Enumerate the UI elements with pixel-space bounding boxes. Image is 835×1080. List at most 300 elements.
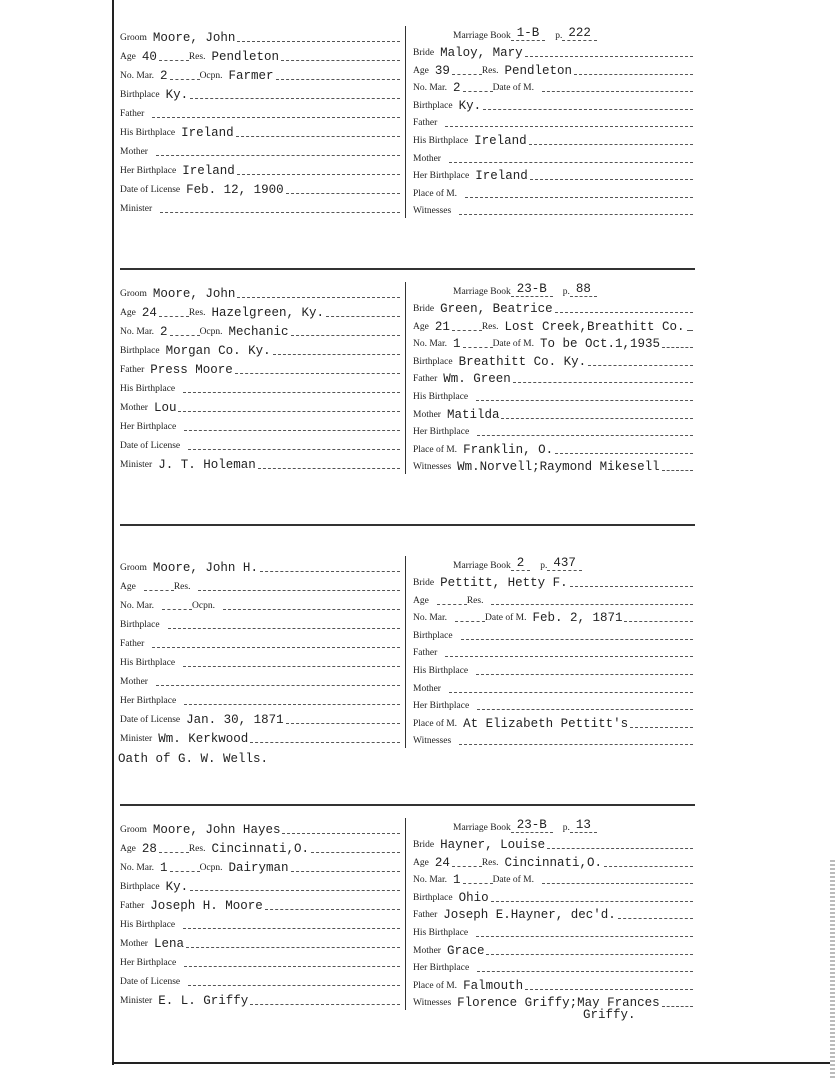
page-label: p. xyxy=(540,561,548,571)
her-birthplace-label: Her Birthplace xyxy=(120,166,177,176)
form-row xyxy=(413,921,693,940)
blank-line xyxy=(529,144,693,145)
blank-line xyxy=(476,936,693,937)
form-row xyxy=(120,26,400,45)
residence-label: Res. xyxy=(188,52,206,62)
occupation-label: Ocpn. xyxy=(199,71,223,81)
form-row xyxy=(413,111,693,130)
occupation-value: Dairyman xyxy=(228,861,289,875)
his-birthplace-label: His Birthplace xyxy=(120,128,176,138)
number-of-marriages-label: No. Mar. xyxy=(413,613,448,624)
blank-line xyxy=(574,74,693,75)
residence-label: Res. xyxy=(173,582,191,592)
form-row xyxy=(413,438,693,457)
blank-line xyxy=(237,174,400,175)
date-of-marriage-label: Date of M. xyxy=(485,613,527,624)
blank-line xyxy=(183,392,400,393)
blank-line xyxy=(555,312,693,313)
date-of-marriage-label: Date of M. xyxy=(492,875,534,886)
form-row xyxy=(120,159,400,178)
blank-line xyxy=(449,162,693,163)
blank-line xyxy=(449,692,693,693)
blank-line xyxy=(265,909,400,910)
blank-line xyxy=(477,709,693,710)
blank-line xyxy=(190,98,400,99)
form-row xyxy=(120,197,400,216)
age-label: Age xyxy=(120,582,136,592)
blank-line xyxy=(459,214,693,215)
age-label: Age xyxy=(413,65,429,76)
form-row xyxy=(413,147,693,166)
minister-label: Minister xyxy=(120,204,153,214)
form-row xyxy=(413,868,693,887)
page-value: 13 xyxy=(570,818,597,833)
blank-line xyxy=(662,470,693,471)
place-of-marriage-value: Falmouth xyxy=(463,978,524,993)
form-row xyxy=(413,199,693,218)
place-of-marriage-label: Place of M. xyxy=(413,718,458,729)
number-of-marriages-label: No. Mar. xyxy=(120,327,155,337)
witnesses-value: Florence Griffy;May Frances xyxy=(457,996,660,1011)
blank-line xyxy=(525,56,693,57)
father-label: Father xyxy=(413,910,438,921)
form-row xyxy=(413,385,693,404)
residence-label: Res. xyxy=(466,595,484,606)
number-of-marriages-label: No. Mar. xyxy=(120,863,155,873)
page-value: 437 xyxy=(547,556,582,571)
form-row xyxy=(413,694,693,713)
form-row xyxy=(120,727,400,746)
date-of-license-label: Date of License xyxy=(120,977,181,987)
form-row xyxy=(120,913,400,932)
mother-label: Mother xyxy=(413,409,441,420)
marriage-book-label: Marriage Book xyxy=(453,561,511,571)
card-separator xyxy=(120,268,695,270)
blank-line xyxy=(152,117,400,118)
her-birthplace-label: Her Birthplace xyxy=(120,958,177,968)
bride-value: Pettitt, Hetty F. xyxy=(440,576,568,590)
blank-line xyxy=(311,852,400,853)
birthplace-label: Birthplace xyxy=(120,882,160,892)
form-row xyxy=(413,606,693,625)
form-row xyxy=(120,102,400,121)
father-label: Father xyxy=(120,365,145,375)
father-label: Father xyxy=(120,901,145,911)
form-row xyxy=(413,851,693,870)
groom-value: Moore, John xyxy=(152,31,236,45)
form-row xyxy=(413,41,693,60)
form-row xyxy=(413,886,693,905)
blank-line xyxy=(184,430,400,431)
form-row xyxy=(120,575,400,594)
blank-line xyxy=(687,330,694,331)
form-row xyxy=(413,182,693,201)
blank-line xyxy=(223,609,400,610)
birthplace-value: Morgan Co. Ky. xyxy=(165,344,271,358)
form-row xyxy=(120,932,400,951)
blank-line xyxy=(486,954,693,955)
form-row xyxy=(120,837,400,856)
form-row xyxy=(120,708,400,727)
blank-line xyxy=(463,91,493,92)
blank-line xyxy=(476,400,693,401)
form-row xyxy=(413,939,693,958)
birthplace-label: Birthplace xyxy=(413,630,453,641)
blank-line xyxy=(604,866,693,867)
occupation-label: Ocpn. xyxy=(192,601,215,611)
marriage-book-label: Marriage Book xyxy=(453,287,511,297)
blank-line xyxy=(183,666,400,667)
father-value: Press Moore xyxy=(150,363,233,377)
form-row xyxy=(413,420,693,439)
age-value: 21 xyxy=(434,319,450,334)
number-of-marriages-label: No. Mar. xyxy=(413,83,448,94)
oath-note: Oath of G. W. Wells. xyxy=(118,752,269,766)
blank-line xyxy=(237,41,400,42)
blank-line xyxy=(326,316,400,317)
birthplace-label: Birthplace xyxy=(120,620,160,630)
blank-line xyxy=(162,609,192,610)
age-value: 28 xyxy=(141,842,157,856)
blank-line xyxy=(542,91,693,92)
column-divider xyxy=(405,26,406,218)
form-row xyxy=(120,989,400,1008)
form-row xyxy=(120,178,400,197)
minister-label: Minister xyxy=(120,460,153,470)
blank-line xyxy=(463,883,493,884)
residence-label: Res. xyxy=(188,844,206,854)
residence-value: Hazelgreen, Ky. xyxy=(211,306,324,320)
blank-line xyxy=(547,848,693,849)
blank-line xyxy=(260,571,400,572)
blank-line xyxy=(491,604,693,605)
form-row xyxy=(120,613,400,632)
form-row xyxy=(413,974,693,993)
number-of-marriages-label: No. Mar. xyxy=(120,601,155,611)
groom-value: Moore, John xyxy=(152,287,236,301)
marriage-record-card xyxy=(118,550,698,770)
number-of-marriages-value: 2 xyxy=(160,69,168,83)
groom-value: Moore, John H. xyxy=(152,561,258,575)
blank-line xyxy=(273,354,400,355)
blank-line xyxy=(501,418,693,419)
form-row xyxy=(120,282,400,301)
marriage-record-card xyxy=(118,20,698,240)
birthplace-value: Ky. xyxy=(165,880,189,894)
his-birthplace-label: His Birthplace xyxy=(120,658,176,668)
his-birthplace-label: His Birthplace xyxy=(120,920,176,930)
blank-line xyxy=(156,155,400,156)
marriage-record-card xyxy=(118,812,698,1032)
blank-line xyxy=(276,79,400,80)
form-row xyxy=(120,121,400,140)
father-label: Father xyxy=(120,639,145,649)
form-row xyxy=(413,571,693,590)
blank-line xyxy=(452,74,482,75)
date-of-license-value: Feb. 12, 1900 xyxy=(186,183,284,197)
page-value: 88 xyxy=(570,282,597,297)
date-of-marriage-value: Feb. 2, 1871 xyxy=(532,611,623,626)
her-birthplace-label: Her Birthplace xyxy=(413,701,470,712)
his-birthplace-label: His Birthplace xyxy=(413,666,469,676)
birthplace-value: Breathitt Co. Ky. xyxy=(458,354,587,369)
page-label: p. xyxy=(562,823,570,833)
form-row xyxy=(120,894,400,913)
form-row xyxy=(120,670,400,689)
residence-value: Cincinnati,O. xyxy=(211,842,309,856)
form-row xyxy=(413,332,693,351)
form-row xyxy=(120,453,400,472)
birthplace-label: Birthplace xyxy=(413,356,453,367)
number-of-marriages-label: No. Mar. xyxy=(120,71,155,81)
scan-artifact xyxy=(830,860,835,1080)
page-label: p. xyxy=(555,31,563,41)
mother-label: Mother xyxy=(120,677,148,687)
blank-line xyxy=(237,297,400,298)
blank-line xyxy=(286,193,400,194)
his-birthplace-label: His Birthplace xyxy=(120,384,176,394)
minister-value: J. T. Holeman xyxy=(158,458,256,472)
form-row xyxy=(120,415,400,434)
his-birthplace-label: His Birthplace xyxy=(413,392,469,402)
form-row xyxy=(120,320,400,339)
blank-line xyxy=(152,647,400,648)
mother-label: Mother xyxy=(120,939,148,949)
birthplace-value: Ky. xyxy=(165,88,189,102)
marriage-book-label: Marriage Book xyxy=(453,823,511,833)
minister-value: E. L. Griffy xyxy=(158,994,249,1008)
father-label: Father xyxy=(413,648,438,659)
column-divider xyxy=(405,556,406,748)
residence-label: Res. xyxy=(481,321,499,332)
place-of-marriage-value: Franklin, O. xyxy=(463,442,554,457)
blank-line xyxy=(618,918,693,919)
blank-line xyxy=(159,60,189,61)
father-value: Wm. Green xyxy=(443,372,511,387)
her-birthplace-label: Her Birthplace xyxy=(120,422,177,432)
residence-value: Pendleton xyxy=(504,63,572,78)
blank-line xyxy=(170,79,200,80)
blank-line xyxy=(477,971,693,972)
mother-label: Mother xyxy=(413,683,441,694)
residence-label: Res. xyxy=(481,65,499,76)
form-row xyxy=(120,856,400,875)
witnesses-value: Wm.Norvell;Raymond Mikesell xyxy=(457,460,660,475)
birthplace-value: Ohio xyxy=(458,890,489,905)
occupation-value: Mechanic xyxy=(228,325,289,339)
birthplace-label: Birthplace xyxy=(413,100,453,111)
blank-line xyxy=(513,382,693,383)
her-birthplace-label: Her Birthplace xyxy=(413,171,470,182)
blank-line xyxy=(461,639,693,640)
birthplace-label: Birthplace xyxy=(413,892,453,903)
form-row xyxy=(413,956,693,975)
age-label: Age xyxy=(413,321,429,332)
blank-line xyxy=(452,866,482,867)
card-separator xyxy=(120,524,695,526)
minister-label: Minister xyxy=(120,734,153,744)
blank-line xyxy=(570,586,693,587)
groom-label: Groom xyxy=(120,825,147,835)
bride-label: Bride xyxy=(413,304,435,314)
witnesses-continued: Griffy. xyxy=(583,1008,636,1022)
bride-label: Bride xyxy=(413,840,435,850)
bride-label: Bride xyxy=(413,48,435,58)
groom-value: Moore, John Hayes xyxy=(152,823,281,837)
blank-line xyxy=(198,590,400,591)
place-of-marriage-label: Place of M. xyxy=(413,188,458,199)
blank-line xyxy=(491,901,693,902)
form-row xyxy=(413,833,693,852)
age-label: Age xyxy=(413,595,429,606)
column-divider xyxy=(405,282,406,474)
blank-line xyxy=(258,468,400,469)
blank-line xyxy=(525,989,693,990)
form-row xyxy=(413,59,693,78)
blank-line xyxy=(281,60,400,61)
father-value: Joseph H. Moore xyxy=(150,899,263,913)
groom-label: Groom xyxy=(120,289,147,299)
form-row xyxy=(120,358,400,377)
occupation-label: Ocpn. xyxy=(199,327,223,337)
blank-line xyxy=(250,1004,400,1005)
blank-line xyxy=(188,985,400,986)
form-row xyxy=(413,297,693,316)
page-label: p. xyxy=(562,287,570,297)
form-row xyxy=(413,589,693,608)
mother-label: Mother xyxy=(413,153,441,164)
number-of-marriages-label: No. Mar. xyxy=(413,339,448,350)
blank-line xyxy=(190,890,400,891)
father-value: Joseph E.Hayner, dec'd. xyxy=(443,908,616,923)
her-birthplace-label: Her Birthplace xyxy=(413,963,470,974)
number-of-marriages-value: 2 xyxy=(453,81,461,96)
marriage-book-line xyxy=(453,280,693,297)
form-row xyxy=(120,377,400,396)
form-row xyxy=(120,140,400,159)
blank-line xyxy=(465,197,693,198)
age-label: Age xyxy=(120,844,136,854)
bride-value: Green, Beatrice xyxy=(440,302,553,316)
form-row xyxy=(413,315,693,334)
form-row xyxy=(120,45,400,64)
date-of-license-label: Date of License xyxy=(120,441,181,451)
form-row xyxy=(413,659,693,678)
birthplace-label: Birthplace xyxy=(120,90,160,100)
his-birthplace-label: His Birthplace xyxy=(413,136,469,146)
father-label: Father xyxy=(120,109,145,119)
blank-line xyxy=(291,871,400,872)
form-row xyxy=(413,164,693,183)
blank-line xyxy=(144,590,174,591)
age-label: Age xyxy=(413,857,429,868)
blank-line xyxy=(463,347,493,348)
birthplace-value: Ky. xyxy=(458,98,482,113)
form-row xyxy=(413,991,693,1010)
bride-label: Bride xyxy=(413,578,435,588)
blank-line xyxy=(159,316,189,317)
father-label: Father xyxy=(413,374,438,385)
mother-value: Lou xyxy=(153,401,177,415)
witnesses-label: Witnesses xyxy=(413,998,452,1009)
blank-line xyxy=(542,883,693,884)
form-row xyxy=(120,396,400,415)
blank-line xyxy=(183,928,400,929)
marriage-book-value: 23-B xyxy=(511,818,553,833)
form-row xyxy=(413,712,693,731)
blank-line xyxy=(459,744,693,745)
marriage-book-value: 1-B xyxy=(511,26,546,41)
form-row xyxy=(413,624,693,643)
blank-line xyxy=(184,704,400,705)
form-row xyxy=(413,350,693,369)
form-row xyxy=(120,594,400,613)
age-value: 39 xyxy=(434,63,450,78)
mother-value: Grace xyxy=(446,943,485,958)
mother-value: Matilda xyxy=(446,407,500,422)
mother-value: Lena xyxy=(153,937,184,951)
blank-line xyxy=(630,727,693,728)
date-of-license-label: Date of License xyxy=(120,185,181,195)
witnesses-label: Witnesses xyxy=(413,206,452,217)
place-of-marriage-value: At Elizabeth Pettitt's xyxy=(463,716,629,731)
his-birthplace-label: His Birthplace xyxy=(413,928,469,938)
form-row xyxy=(120,689,400,708)
marriage-book-value: 23-B xyxy=(511,282,553,297)
his-birthplace-value: Ireland xyxy=(474,134,527,148)
occupation-value: Farmer xyxy=(228,69,274,83)
blank-line xyxy=(236,136,400,137)
blank-line xyxy=(477,435,693,436)
marriage-book-line xyxy=(453,24,693,41)
witnesses-label: Witnesses xyxy=(413,462,452,473)
page-left-edge xyxy=(112,0,114,1065)
marriage-book-line xyxy=(453,816,693,833)
form-row xyxy=(413,129,693,148)
blank-line xyxy=(662,1006,693,1007)
blank-line xyxy=(437,604,467,605)
form-row xyxy=(120,339,400,358)
marriage-record-card xyxy=(118,276,698,496)
blank-line xyxy=(282,833,400,834)
her-birthplace-value: Ireland xyxy=(182,164,235,178)
blank-line xyxy=(455,621,485,622)
her-birthplace-label: Her Birthplace xyxy=(413,427,470,438)
age-value: 24 xyxy=(434,855,450,870)
blank-line xyxy=(188,449,400,450)
form-row xyxy=(120,434,400,453)
date-of-license-value: Jan. 30, 1871 xyxy=(186,713,284,727)
residence-label: Res. xyxy=(481,857,499,868)
blank-line xyxy=(250,742,400,743)
form-row xyxy=(120,951,400,970)
date-of-marriage-label: Date of M. xyxy=(492,83,534,94)
groom-label: Groom xyxy=(120,563,147,573)
page-bottom-edge xyxy=(112,1062,835,1064)
occupation-label: Ocpn. xyxy=(199,863,223,873)
blank-line xyxy=(530,179,693,180)
form-row xyxy=(413,729,693,748)
blank-line xyxy=(588,365,693,366)
age-value: 40 xyxy=(141,50,157,64)
witnesses-label: Witnesses xyxy=(413,736,452,747)
page-value: 222 xyxy=(562,26,597,41)
blank-line xyxy=(662,347,693,348)
form-row xyxy=(120,875,400,894)
date-of-marriage-value: To be Oct.1,1935 xyxy=(539,337,661,352)
blank-line xyxy=(170,335,200,336)
age-value: 24 xyxy=(141,306,157,320)
